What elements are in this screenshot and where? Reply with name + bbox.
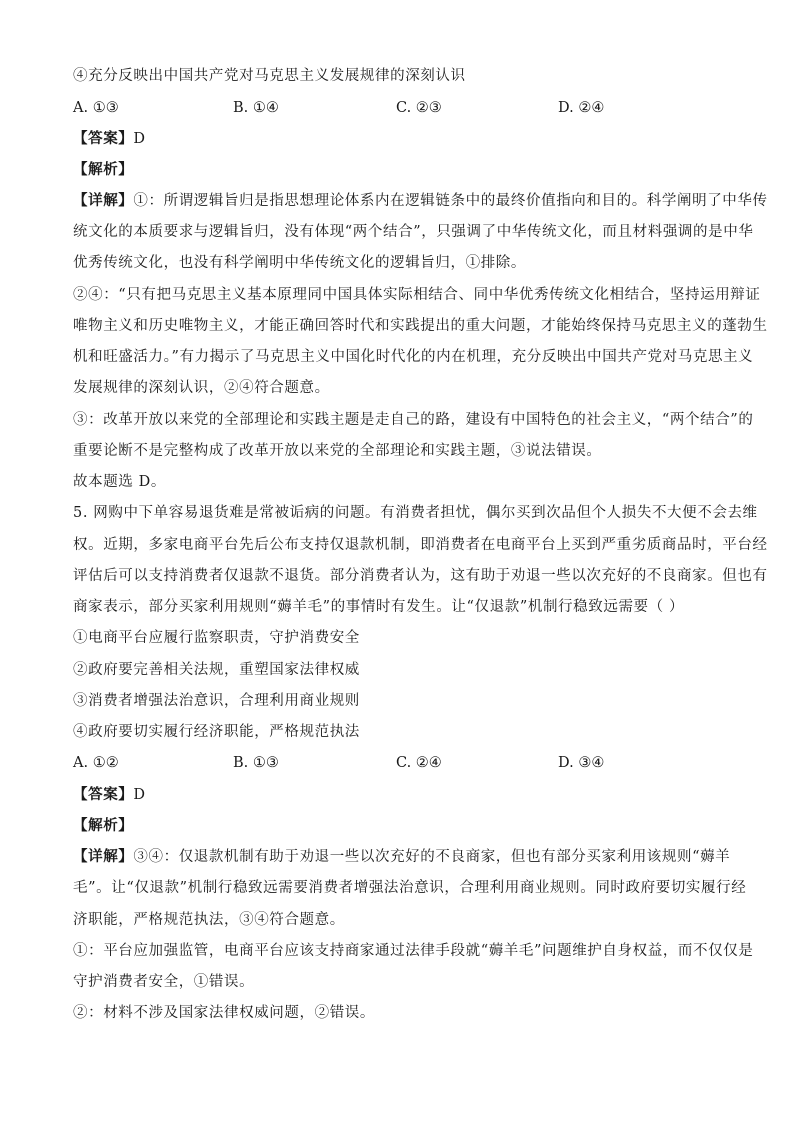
q5-detail-line: 【详解】③④：仅退款机制有助于劝退一些以次充好的不良商家，但也有部分买家利用该规则“薅羊 xyxy=(73,848,731,865)
q5-item-2: ②政府要完善相关法规，重塑国家法律权威 xyxy=(73,662,360,678)
q5-stem-line: 权。近期，多家电商平台先后公布支持仅退款机制，即消费者在电商平台上买到严重劣质商品时，平台经 xyxy=(73,537,768,553)
q5-detail-line: ②：材料不涉及国家法律权威问题，②错误。 xyxy=(73,1005,375,1021)
answer-value: D xyxy=(133,131,146,147)
q4-option-d: D. ②④ xyxy=(558,100,605,116)
q4-analysis-label: 【解析】 xyxy=(73,161,134,178)
q5-option-a: A. ①② xyxy=(73,755,119,771)
q4-detail-line: 机和旺盛活力。”有力揭示了马克思主义中国化时代化的内在机理，充分反映出中国共产党对马克思主义 xyxy=(73,349,754,365)
q4-option-c: C. ②③ xyxy=(396,100,442,116)
q4-detail-line: 发展规律的深刻认识，②④符合题意。 xyxy=(73,380,330,396)
q5-option-b: B. ①③ xyxy=(233,755,279,771)
q5-analysis-label: 【解析】 xyxy=(73,817,134,834)
q5-stem-line: 商家表示，部分买家利用规则“薅羊毛”的事情时有发生。让“仅退款”机制行稳致远需要（ ） xyxy=(73,599,685,615)
q5-item-1: ①电商平台应履行监察职责，守护消费安全 xyxy=(73,630,360,646)
q4-detail-line: ③：改革开放以来党的全部理论和实践主题是走自己的路，建设有中国特色的社会主义，“两个结合”的 xyxy=(73,412,754,428)
q5-item-4: ④政府要切实履行经济职能，严格规范执法 xyxy=(73,724,360,740)
q5-answer xyxy=(73,785,723,805)
answer-value: D xyxy=(133,787,146,803)
q4-detail-line: 唯物主义和历史唯物主义，才能正确回答时代和实践提出的重大问题，才能始终保持马克思主义的蓬勃生 xyxy=(73,318,768,334)
q4-detail-line: 优秀传统文化，也没有科学阐明中华传统文化的逻辑旨归，①排除。 xyxy=(73,255,526,271)
q5-option-c: C. ②④ xyxy=(396,755,442,771)
q4-detail-line: 重要论断不是完整构成了改革开放以来党的全部理论和实践主题，③说法错误。 xyxy=(73,443,602,459)
q5-stem-line: 评估后可以支持消费者仅退款不退货。部分消费者认为，这有助于劝退一些以次充好的不良商家。但也有 xyxy=(73,568,768,584)
q4-option-b: B. ①④ xyxy=(233,100,279,116)
q4-item-4: ④充分反映出中国共产党对马克思主义发展规律的深刻认识 xyxy=(73,68,466,84)
q5-option-d: D. ③④ xyxy=(558,755,605,771)
q4-option-a: A. ①③ xyxy=(73,100,119,116)
answer-label: 【答案】 xyxy=(73,786,134,803)
q5-stem-line: 5. 网购中下单容易退货难是常被诟病的问题。有消费者担忧，偶尔买到次品但个人损失不大便不会去维 xyxy=(73,505,758,521)
answer-label: 【答案】 xyxy=(73,130,134,147)
q5-detail-line: 守护消费者安全，①错误。 xyxy=(73,974,255,990)
q5-detail-line: 济职能，严格规范执法，③④符合题意。 xyxy=(73,912,345,928)
q4-answer xyxy=(73,129,723,149)
q4-detail-line: ②④：“只有把马克思主义基本原理同中国具体实际相结合、同中华优秀传统文化相结合，坚持运用辩证 xyxy=(73,287,761,303)
q5-item-3: ③消费者增强法治意识，合理利用商业规则 xyxy=(73,693,360,709)
q4-detail-line: 统文化的本质要求与逻辑旨归，没有体现“两个结合”，只强调了中华传统文化，而且材料强调的是中华 xyxy=(73,224,754,240)
q4-detail-line: 【详解】①：所谓逻辑旨归是指思想理论体系内在逻辑链条中的最终价值指向和目的。科学阐明了中华传 xyxy=(73,192,768,209)
q5-detail-line: 毛”。让“仅退款”机制行稳致远需要消费者增强法治意识，合理利用商业规则。同时政府要切实履行经 xyxy=(73,880,747,896)
q5-detail-line: ①：平台应加强监管，电商平台应该支持商家通过法律手段就“薅羊毛”问题维护自身权益，而不仅仅是 xyxy=(73,943,754,959)
q4-conclusion: 故本题选 D。 xyxy=(73,474,166,490)
detail-label: 【详解】 xyxy=(73,848,134,865)
detail-label: 【详解】 xyxy=(73,192,134,209)
